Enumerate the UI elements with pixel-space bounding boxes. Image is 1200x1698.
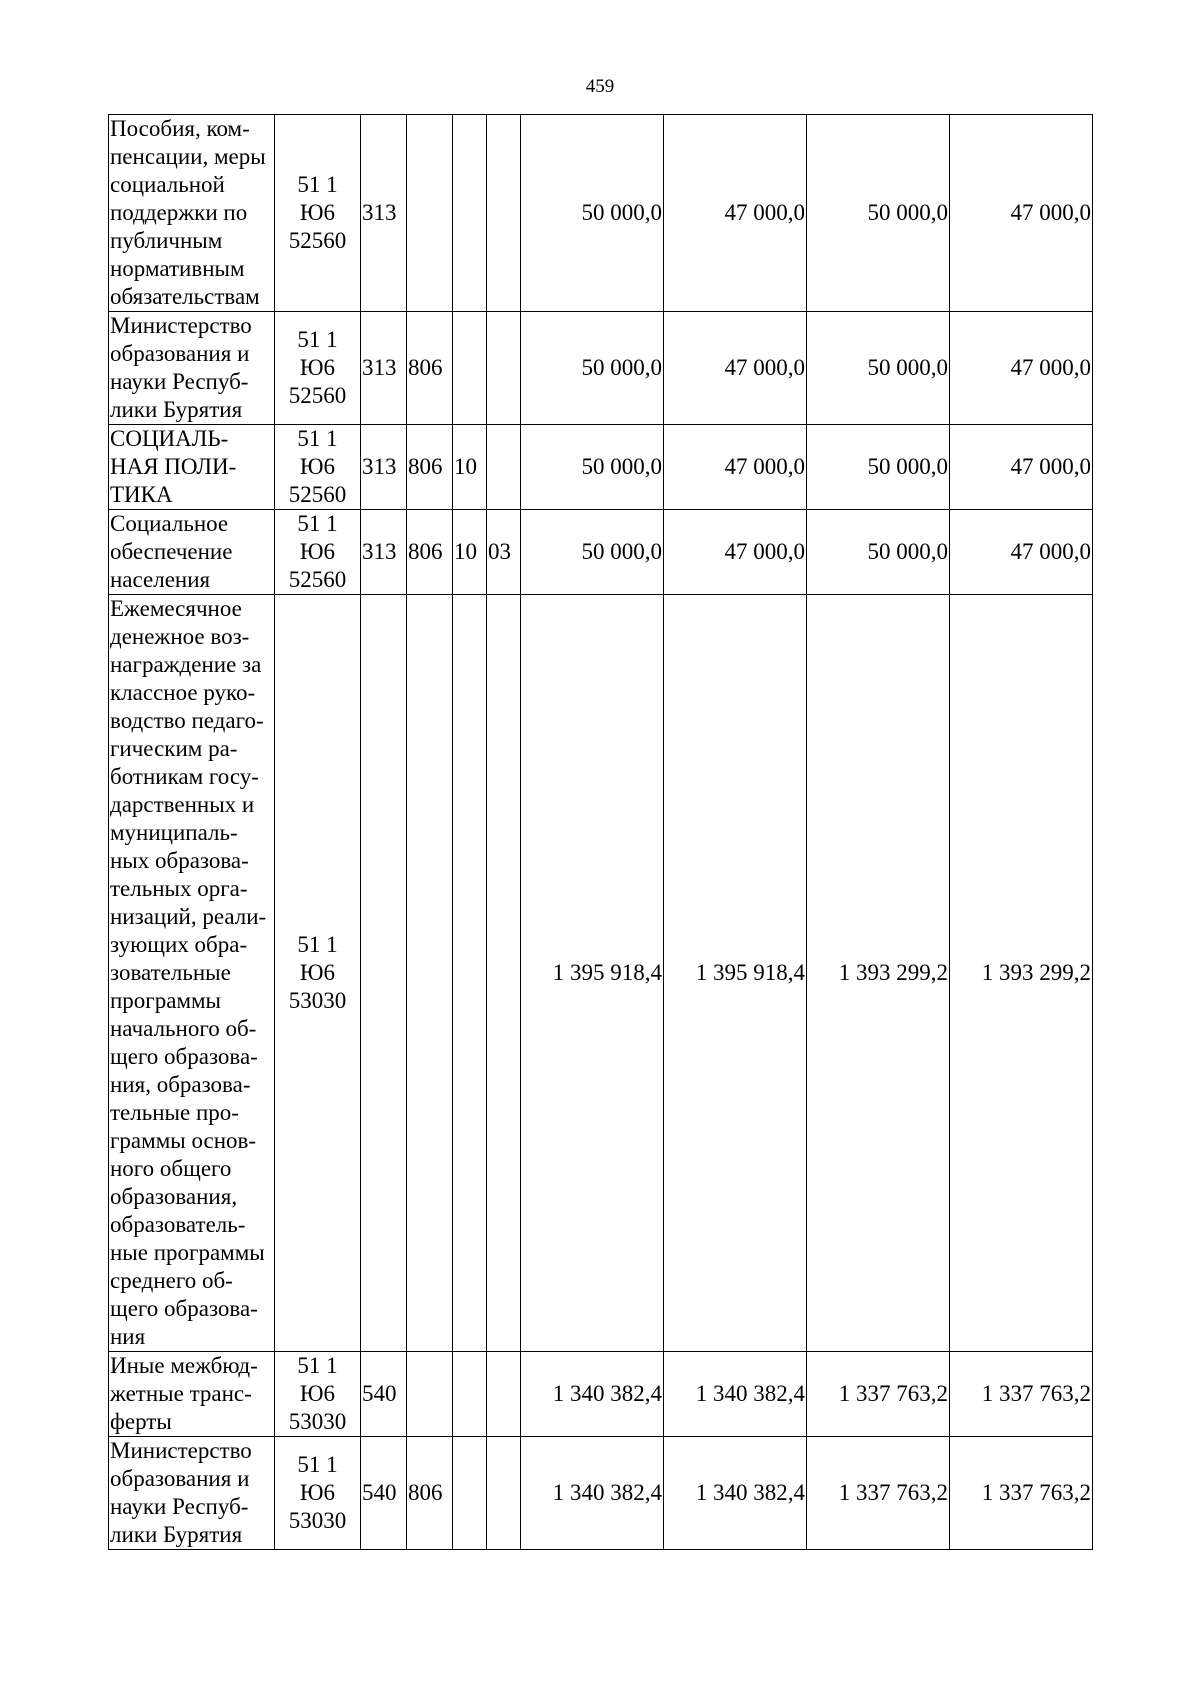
target-article-line: 51 1 (297, 932, 338, 957)
table-row (109, 115, 1093, 312)
target-article-line: 53030 (288, 1409, 347, 1434)
row-name-line: щего образова- (110, 1296, 258, 1321)
expense-type-cell: 313 (361, 510, 407, 595)
row-name-line: нормативным (110, 256, 245, 281)
target-article-line: 51 1 (297, 511, 338, 536)
target-article-line: Ю6 (299, 355, 336, 380)
row-name-line: НАЯ ПОЛИ- (110, 454, 237, 479)
row-name-line: муниципаль- (110, 820, 238, 845)
section-cell (453, 1437, 487, 1550)
ministry-code-cell: 806 (407, 1437, 453, 1550)
row-name-line: лики Бурятия (110, 1522, 243, 1547)
row-name-line: награждение за (110, 652, 262, 677)
row-name-line: поддержки по (110, 200, 248, 225)
target-article-cell (275, 1352, 361, 1437)
amount-3-cell: 1 337 763,2 (807, 1437, 950, 1550)
ministry-code-cell: 806 (407, 312, 453, 425)
row-name-line: ТИКА (110, 482, 173, 507)
target-article-cell (275, 510, 361, 595)
row-name-line: СОЦИАЛЬ- (110, 426, 229, 451)
page-number: 459 (585, 76, 615, 97)
row-name-line: гическим ра- (110, 736, 238, 761)
row-name-line: классное руко- (110, 680, 256, 705)
row-name-cell (109, 425, 275, 510)
target-article-line: 52560 (288, 228, 347, 253)
section-cell (453, 595, 487, 1352)
amount-1-cell: 50 000,0 (521, 115, 664, 312)
target-article-line: 51 1 (297, 1353, 338, 1378)
row-name-line: лики Бурятия (110, 397, 243, 422)
target-article-line: 51 1 (297, 1452, 338, 1477)
target-article-line: Ю6 (299, 1381, 336, 1406)
amount-1-cell: 1 340 382,4 (521, 1437, 664, 1550)
row-name-cell (109, 115, 275, 312)
row-name-line: щего образова- (110, 1044, 258, 1069)
amount-1-cell: 50 000,0 (521, 510, 664, 595)
target-article-cell (275, 425, 361, 510)
row-name-line: дарственных и (110, 792, 255, 817)
section-cell (453, 115, 487, 312)
section-cell: 10 (453, 510, 487, 595)
amount-4-cell: 47 000,0 (950, 312, 1093, 425)
row-name-line: водство педаго- (110, 708, 264, 733)
row-name-line: начального об- (110, 1016, 257, 1041)
row-name-line: образования, (110, 1184, 238, 1209)
target-article-line: 51 1 (297, 327, 338, 352)
row-name-line: Иные межбюд- (110, 1353, 258, 1378)
amount-2-cell: 1 340 382,4 (664, 1437, 807, 1550)
subsection-cell (487, 115, 521, 312)
expense-type-cell: 313 (361, 312, 407, 425)
amount-1-cell: 50 000,0 (521, 425, 664, 510)
row-name-line: тельных орга- (110, 876, 248, 901)
target-article-line: Ю6 (299, 454, 336, 479)
row-name-line: образователь- (110, 1212, 246, 1237)
amount-3-cell: 50 000,0 (807, 312, 950, 425)
ministry-code-cell (407, 1352, 453, 1437)
amount-3-cell: 50 000,0 (807, 510, 950, 595)
table-row (109, 595, 1093, 1352)
row-name-line: жетные транс- (110, 1381, 252, 1406)
expense-type-cell (361, 595, 407, 1352)
row-name-cell (109, 1437, 275, 1550)
row-name-line: ния, образова- (110, 1072, 251, 1097)
target-article-cell (275, 1437, 361, 1550)
amount-4-cell: 47 000,0 (950, 510, 1093, 595)
row-name-line: зующих обра- (110, 932, 248, 957)
target-article-line: Ю6 (299, 200, 336, 225)
row-name-line: зовательные (110, 960, 231, 985)
target-article-line: 53030 (288, 1508, 347, 1533)
amount-1-cell: 1 395 918,4 (521, 595, 664, 1352)
target-article-line: 51 1 (297, 172, 338, 197)
target-article-line: Ю6 (299, 960, 336, 985)
row-name-line: пенсации, меры (110, 144, 266, 169)
target-article-line: 51 1 (297, 426, 338, 451)
amount-3-cell: 50 000,0 (807, 115, 950, 312)
table-row (109, 1352, 1093, 1437)
row-name-line: Министерство (110, 313, 252, 338)
subsection-cell: 03 (487, 510, 521, 595)
row-name-line: науки Респуб- (110, 1494, 249, 1519)
amount-4-cell: 1 393 299,2 (950, 595, 1093, 1352)
row-name-line: тельные про- (110, 1100, 239, 1125)
amount-2-cell: 1 395 918,4 (664, 595, 807, 1352)
row-name-line: обязательствам (110, 284, 260, 309)
row-name-line: низаций, реали- (110, 904, 267, 929)
table-row (109, 312, 1093, 425)
row-name-line: Пособия, ком- (110, 116, 250, 141)
expense-type-cell: 313 (361, 425, 407, 510)
row-name-line: ных образова- (110, 848, 249, 873)
expense-type-cell: 540 (361, 1437, 407, 1550)
section-cell (453, 312, 487, 425)
row-name-line: населения (110, 567, 211, 592)
target-article-line: 52560 (288, 482, 347, 507)
row-name-line: ного общего (110, 1156, 232, 1181)
target-article-line: Ю6 (299, 1480, 336, 1505)
amount-4-cell: 47 000,0 (950, 115, 1093, 312)
row-name-line: обеспечение (110, 539, 233, 564)
amount-2-cell: 47 000,0 (664, 425, 807, 510)
row-name-line: ния (110, 1324, 146, 1349)
target-article-cell (275, 115, 361, 312)
ministry-code-cell (407, 115, 453, 312)
target-article-cell (275, 312, 361, 425)
row-name-line: среднего об- (110, 1268, 233, 1293)
row-name-line: образования и (110, 341, 250, 366)
target-article-line: 52560 (288, 567, 347, 592)
ministry-code-cell: 806 (407, 425, 453, 510)
amount-2-cell: 1 340 382,4 (664, 1352, 807, 1437)
row-name-cell (109, 1352, 275, 1437)
row-name-line: ботникам госу- (110, 764, 259, 789)
amount-3-cell: 50 000,0 (807, 425, 950, 510)
row-name-line: публичным (110, 228, 223, 253)
amount-3-cell: 1 337 763,2 (807, 1352, 950, 1437)
row-name-line: ные программы (110, 1240, 265, 1265)
amount-4-cell: 47 000,0 (950, 425, 1093, 510)
subsection-cell (487, 595, 521, 1352)
amount-2-cell: 47 000,0 (664, 510, 807, 595)
row-name-line: науки Респуб- (110, 369, 249, 394)
ministry-code-cell: 806 (407, 510, 453, 595)
target-article-cell (275, 595, 361, 1352)
expense-type-cell: 313 (361, 115, 407, 312)
amount-4-cell: 1 337 763,2 (950, 1352, 1093, 1437)
budget-table (108, 114, 1093, 1550)
amount-2-cell: 47 000,0 (664, 312, 807, 425)
target-article-line: Ю6 (299, 539, 336, 564)
subsection-cell (487, 1352, 521, 1437)
amount-3-cell: 1 393 299,2 (807, 595, 950, 1352)
amount-2-cell: 47 000,0 (664, 115, 807, 312)
row-name-line: образования и (110, 1466, 250, 1491)
amount-4-cell: 1 337 763,2 (950, 1437, 1093, 1550)
row-name-cell (109, 595, 275, 1352)
row-name-line: Ежемесячное (110, 596, 242, 621)
row-name-line: денежное воз- (110, 624, 250, 649)
target-article-line: 52560 (288, 383, 347, 408)
amount-1-cell: 50 000,0 (521, 312, 664, 425)
amount-1-cell: 1 340 382,4 (521, 1352, 664, 1437)
expense-type-cell: 540 (361, 1352, 407, 1437)
row-name-cell (109, 312, 275, 425)
row-name-line: Социальное (110, 511, 229, 536)
table-row (109, 1437, 1093, 1550)
subsection-cell (487, 425, 521, 510)
subsection-cell (487, 312, 521, 425)
row-name-line: ферты (110, 1409, 172, 1434)
row-name-line: граммы основ- (110, 1128, 257, 1153)
row-name-line: социальной (110, 172, 225, 197)
table-row (109, 425, 1093, 510)
section-cell: 10 (453, 425, 487, 510)
section-cell (453, 1352, 487, 1437)
target-article-line: 53030 (288, 988, 347, 1013)
ministry-code-cell (407, 595, 453, 1352)
row-name-cell (109, 510, 275, 595)
table-row (109, 510, 1093, 595)
row-name-line: программы (110, 988, 222, 1013)
subsection-cell (487, 1437, 521, 1550)
row-name-line: Министерство (110, 1438, 252, 1463)
